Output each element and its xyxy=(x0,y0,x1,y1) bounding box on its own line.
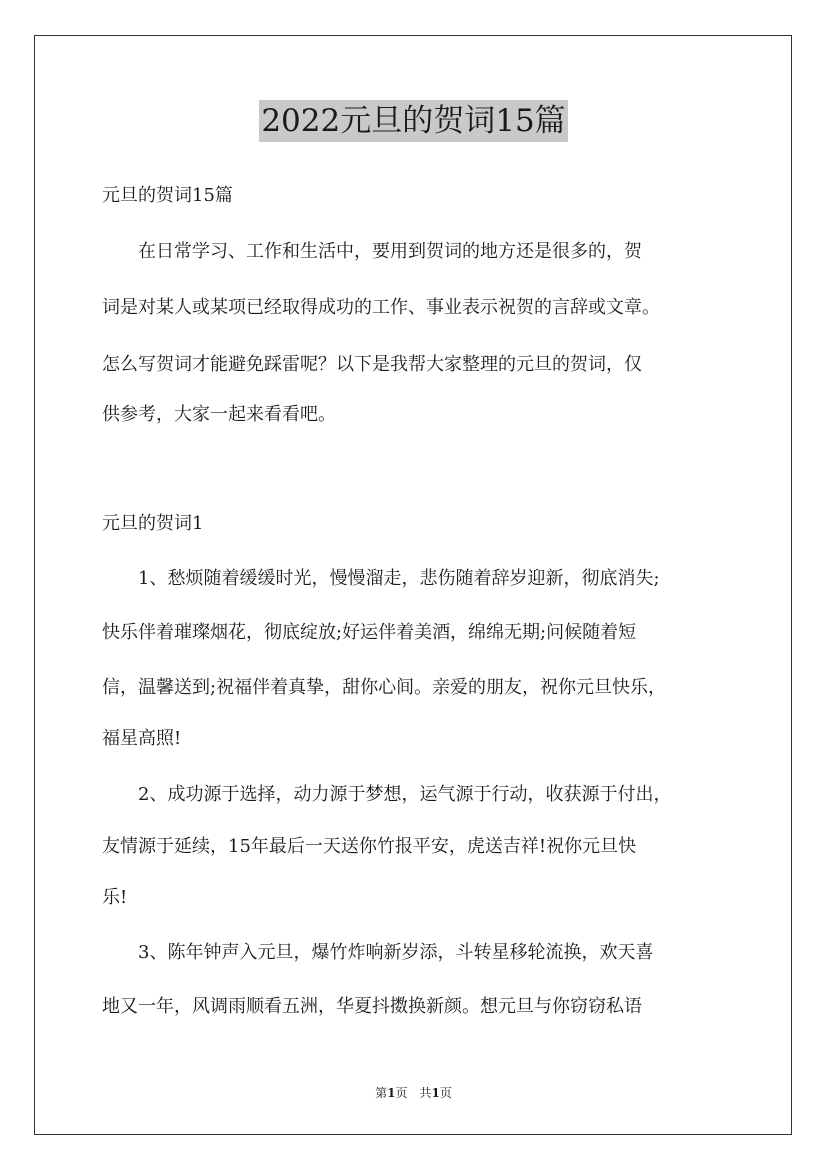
section-heading: 元旦的贺词15篇 xyxy=(102,185,233,206)
paragraph-line: 信，温馨送到;祝福伴着真挚，甜你心间。亲爱的朋友，祝你元旦快乐， xyxy=(102,677,667,698)
title-container xyxy=(0,100,827,142)
paragraph-line: 友情源于延续，15年最后一天送你竹报平安，虎送吉祥!祝你元旦快 xyxy=(102,836,637,857)
paragraph-line: 1、愁烦随着缓缓时光，慢慢溜走，悲伤随着辞岁迎新，彻底消失; xyxy=(102,568,660,589)
page-footer xyxy=(0,1084,827,1101)
footer-prefix: 第 xyxy=(375,1086,388,1100)
paragraph-line: 供参考，大家一起来看看吧。 xyxy=(102,404,336,425)
paragraph-line: 在日常学习、工作和生活中，要用到贺词的地方还是很多的，贺 xyxy=(102,241,642,262)
paragraph-line: 乐! xyxy=(102,887,128,908)
footer-page-number: 1 xyxy=(387,1086,396,1100)
paragraph-line: 快乐伴着璀璨烟花，彻底绽放;好运伴着美酒，绵绵无期;问候随着短 xyxy=(102,622,637,643)
section-heading: 元旦的贺词1 xyxy=(102,513,204,534)
paragraph-line: 地又一年，风调雨顺看五洲，华夏抖擞换新颜。想元旦与你窃窃私语 xyxy=(102,996,642,1017)
paragraph-line: 怎么写贺词才能避免踩雷呢？以下是我帮大家整理的元旦的贺词，仅 xyxy=(102,354,642,375)
document-title: 2022元旦的贺词15篇 xyxy=(259,100,567,142)
paragraph-line: 3、陈年钟声入元旦，爆竹炸响新岁添，斗转星移轮流换，欢天喜 xyxy=(102,942,654,963)
paragraph-line: 2、成功源于选择，动力源于梦想，运气源于行动，收获源于付出， xyxy=(102,784,672,805)
footer-mid: 页 共 xyxy=(395,1086,432,1100)
footer-suffix: 页 xyxy=(439,1086,452,1100)
paragraph-line: 词是对某人或某项已经取得成功的工作、事业表示祝贺的言辞或文章。 xyxy=(102,297,660,318)
footer-total-pages: 1 xyxy=(431,1086,440,1100)
paragraph-line: 福星高照! xyxy=(102,728,182,749)
